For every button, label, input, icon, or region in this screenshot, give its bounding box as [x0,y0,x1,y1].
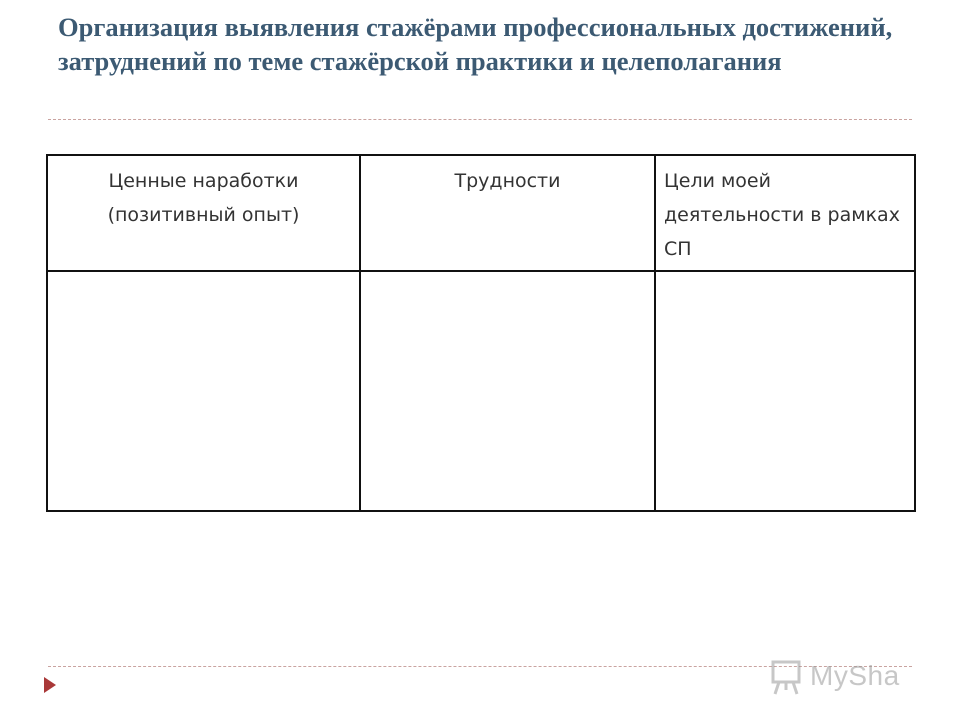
header-difficulties-label: Трудности [454,170,561,192]
reflection-table [46,154,916,512]
cell-difficulties [360,271,655,511]
cell-achievements [47,271,360,511]
header-cell-difficulties [360,155,655,271]
header-goals-label: Цели моей деятельности в рамках СП [664,170,900,260]
presentation-board-icon [770,660,804,696]
header-achievements-label: Ценные наработки (позитивный опыт) [107,170,300,226]
header-cell-goals [655,155,915,271]
slide-title: Организация выявления стажёрами профессиональных достижений, затруднений по теме стажёрской практики и целеполагания [58,12,893,76]
watermark-logo [770,658,930,698]
table-header-row [47,155,915,271]
title-divider [48,119,912,120]
triangle-right-icon [44,677,56,693]
header-cell-achievements [47,155,360,271]
table-row [47,271,915,511]
cell-goals [655,271,915,511]
watermark-text: MySha [810,660,900,691]
